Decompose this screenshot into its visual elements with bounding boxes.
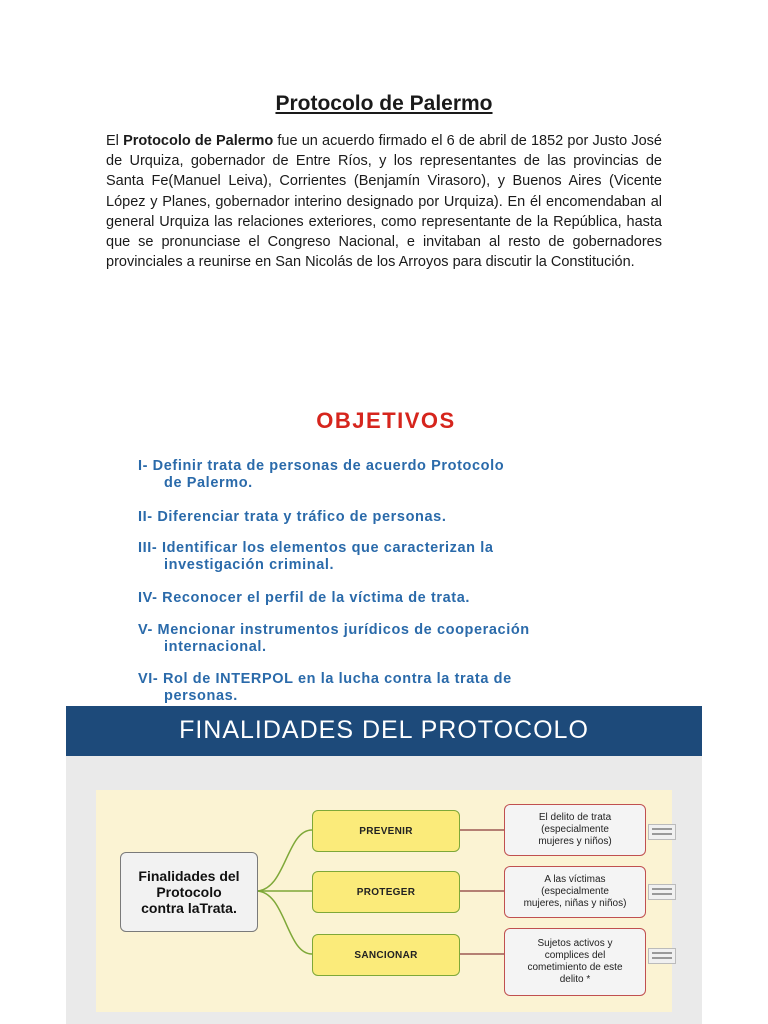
main-concept-line: Protocolo xyxy=(156,884,222,900)
note-icon xyxy=(648,884,676,900)
intro-lead: El xyxy=(106,133,124,149)
objective-line: I- Definir trata de personas de acuerdo Protocolo xyxy=(138,458,505,474)
objective-line: IV- Reconocer el perfil de la víctima de trata. xyxy=(138,590,471,606)
branch-prevenir: PREVENIR xyxy=(312,810,460,852)
objective-item xyxy=(138,590,658,607)
intro-bold: Protocolo de Palermo xyxy=(123,133,274,149)
detail-line: (especialmente xyxy=(541,824,609,835)
objectives-slide xyxy=(106,398,666,710)
objective-line: V- Mencionar instrumentos jurídicos de cooperación xyxy=(138,622,530,638)
detail-line: A las víctimas xyxy=(544,874,606,885)
main-concept-line: Finalidades del xyxy=(138,868,240,884)
objective-line: VI- Rol de INTERPOL en la lucha contra la trata de xyxy=(138,671,512,687)
detail-line: mujeres y niños) xyxy=(538,836,612,847)
objective-item xyxy=(138,622,658,656)
finalidades-slide xyxy=(66,706,702,1024)
detail-line: complices del xyxy=(544,950,606,961)
detail-line: Sujetos activos y xyxy=(537,938,613,949)
detail-line: (especialmente xyxy=(541,886,609,897)
objective-item xyxy=(138,458,658,492)
objective-line: III- Identificar los elementos que caracterizan la xyxy=(138,540,494,556)
document-title: Protocolo de Palermo xyxy=(275,92,493,115)
objective-line-cont: personas. xyxy=(164,688,238,704)
objective-line-cont: investigación criminal. xyxy=(164,557,335,573)
note-icon xyxy=(648,948,676,964)
detail-prevenir xyxy=(504,804,646,856)
finalidades-header-text: FINALIDADES DEL PROTOCOLO xyxy=(179,716,589,744)
objective-item xyxy=(138,540,658,574)
detail-line: El delito de trata xyxy=(538,812,612,823)
detail-proteger xyxy=(504,866,646,918)
detail-line: cometimiento de este xyxy=(527,962,623,973)
intro-paragraph xyxy=(106,131,662,272)
objective-item xyxy=(138,671,658,705)
objective-line: II- Diferenciar trata y tráfico de personas. xyxy=(138,509,447,525)
intro-rest: fue un acuerdo firmado el 6 de abril de 1852 por Justo José de Urquiza, gobernador de Entre Ríos, y los representantes de las provincias de Santa Fe(Manuel Leiva), Corrientes (Benjamín Virasoro), y Buenos Aires (Vicente López y Planes, gobernador interino designado por Urquiza). En él encomendaban al general Urquiza las relaciones exteriores, como representante de la República, hasta que se pronunciase el Congreso Nacional, e invitaban al resto de gobernadores provinciales a reunirse en San Nicolás de los Arroyos para discutir la Constitución. xyxy=(106,133,662,271)
main-concept-line: contra laTrata. xyxy=(141,900,237,916)
connector-line xyxy=(256,891,312,954)
objective-line-cont: internacional. xyxy=(164,639,267,655)
branch-proteger: PROTEGER xyxy=(312,871,460,913)
objective-item xyxy=(138,509,658,526)
finalidades-diagram xyxy=(96,790,672,1012)
detail-line: delito * xyxy=(559,974,591,985)
finalidades-header xyxy=(66,706,702,756)
objective-line-cont: de Palermo. xyxy=(164,475,253,491)
detail-sancionar xyxy=(504,928,646,996)
connector-line xyxy=(256,830,312,891)
branch-sancionar: SANCIONAR xyxy=(312,934,460,976)
detail-line: mujeres, niñas y niños) xyxy=(523,898,627,909)
main-concept-box xyxy=(120,852,258,932)
note-icon xyxy=(648,824,676,840)
objectives-title: OBJETIVOS xyxy=(316,408,456,433)
